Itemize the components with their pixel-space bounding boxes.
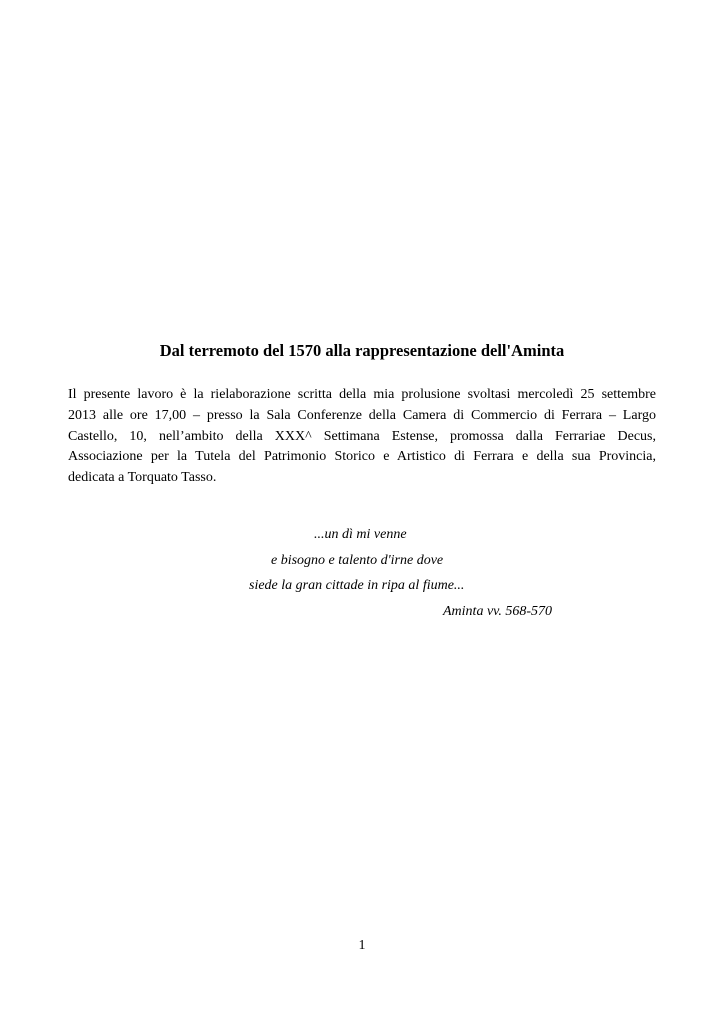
page-number: 1 — [358, 938, 366, 953]
intro-paragraph — [68, 385, 656, 489]
document-title: Dal terremoto del 1570 alla rappresentazione dell'Aminta — [159, 341, 565, 360]
intro-line: Il presente lavoro è la rielaborazione scritta della mia prolusione svoltasi mercoledì 25 settembre — [68, 387, 656, 402]
intro-line: 2013 alle ore 17,00 – presso la Sala Conferenze della Camera di Commercio di Ferrara – Largo — [68, 407, 656, 423]
intro-line: Associazione per la Tutela del Patrimonio Storico e Artistico di Ferrara e della sua Provincia, — [68, 449, 656, 465]
epigraph-line: e bisogno e talento d'irne dove — [271, 552, 444, 568]
epigraph-source: Aminta vv. 568-570 — [443, 603, 552, 619]
intro-line: Castello, 10, nell’ambito della XXX^ Settimana Estense, promossa dalla Ferrariae Decus, — [68, 428, 656, 444]
epigraph-line: ...un dì mi venne — [314, 527, 407, 542]
epigraph-line: siede la gran cittade in ripa al fiume... — [249, 578, 465, 593]
intro-line: dedicata a Torquato Tasso. — [68, 470, 217, 486]
